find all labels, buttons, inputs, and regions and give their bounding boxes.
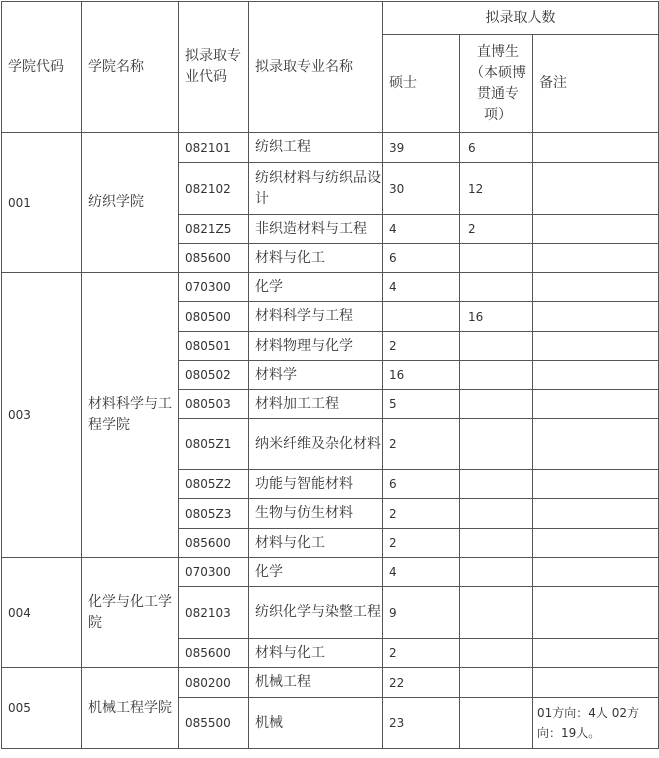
college-code-cell: 004 (2, 558, 82, 668)
header-college-name: 学院名称 (82, 2, 179, 133)
major-name-cell: 材料加工工程 (249, 390, 383, 419)
direct-phd-count-cell (460, 361, 533, 390)
direct-phd-count-cell (460, 244, 533, 273)
major-name-cell: 材料物理与化学 (249, 332, 383, 361)
master-count-cell: 22 (383, 668, 460, 698)
major-code-cell: 085600 (179, 639, 249, 668)
table-header (2, 2, 659, 133)
major-name-cell: 材料与化工 (249, 244, 383, 273)
remark-cell (533, 273, 659, 302)
master-count-cell: 39 (383, 133, 460, 163)
major-name-cell: 材料学 (249, 361, 383, 390)
major-code-cell: 080200 (179, 668, 249, 698)
remark-cell (533, 390, 659, 419)
direct-phd-count-cell (460, 273, 533, 302)
table-row (2, 133, 659, 163)
remark-cell (533, 361, 659, 390)
master-count-cell: 23 (383, 698, 460, 749)
major-name-cell: 生物与仿生材料 (249, 499, 383, 529)
direct-phd-count-cell (460, 499, 533, 529)
table-row (2, 668, 659, 698)
direct-phd-count-cell (460, 470, 533, 499)
college-code-cell: 001 (2, 133, 82, 273)
master-count-cell: 6 (383, 244, 460, 273)
master-count-cell: 9 (383, 587, 460, 639)
direct-phd-count-cell (460, 668, 533, 698)
remark-cell: 01方向：4人 02方向：19人。 (533, 698, 659, 749)
major-code-cell: 082103 (179, 587, 249, 639)
major-code-cell: 0805Z3 (179, 499, 249, 529)
major-name-cell: 机械 (249, 698, 383, 749)
master-count-cell: 2 (383, 419, 460, 470)
admission-table (1, 1, 659, 749)
major-code-cell: 080501 (179, 332, 249, 361)
direct-phd-count-cell (460, 390, 533, 419)
direct-phd-count-cell (460, 698, 533, 749)
remark-cell (533, 419, 659, 470)
direct-phd-count-cell (460, 639, 533, 668)
master-count-cell: 4 (383, 558, 460, 587)
major-code-cell: 085600 (179, 244, 249, 273)
college-code-cell: 005 (2, 668, 82, 749)
major-name-cell: 纺织工程 (249, 133, 383, 163)
direct-phd-count-cell: 16 (460, 302, 533, 332)
major-name-cell: 纺织化学与染整工程 (249, 587, 383, 639)
master-count-cell: 2 (383, 332, 460, 361)
major-name-cell: 功能与智能材料 (249, 470, 383, 499)
table-row (2, 558, 659, 587)
remark-cell (533, 587, 659, 639)
major-code-cell: 082102 (179, 163, 249, 215)
major-code-cell: 070300 (179, 273, 249, 302)
major-code-cell: 085500 (179, 698, 249, 749)
header-major-name: 拟录取专业名称 (249, 2, 383, 133)
master-count-cell: 6 (383, 470, 460, 499)
major-name-cell: 材料与化工 (249, 529, 383, 558)
remark-cell (533, 163, 659, 215)
remark-cell (533, 332, 659, 361)
remark-cell (533, 529, 659, 558)
major-code-cell: 0805Z1 (179, 419, 249, 470)
direct-phd-count-cell (460, 419, 533, 470)
major-code-cell: 082101 (179, 133, 249, 163)
major-name-cell: 机械工程 (249, 668, 383, 698)
header-college-code: 学院代码 (2, 2, 82, 133)
remark-cell (533, 133, 659, 163)
direct-phd-count-cell (460, 529, 533, 558)
master-count-cell: 2 (383, 499, 460, 529)
college-code-cell: 003 (2, 273, 82, 558)
remark-cell (533, 470, 659, 499)
major-name-cell: 材料与化工 (249, 639, 383, 668)
college-name-cell: 机械工程学院 (82, 668, 179, 749)
major-name-cell: 纳米纤维及杂化材料 (249, 419, 383, 470)
master-count-cell: 4 (383, 215, 460, 244)
major-code-cell: 080500 (179, 302, 249, 332)
major-name-cell: 化学 (249, 558, 383, 587)
college-name-cell: 纺织学院 (82, 133, 179, 273)
remark-cell (533, 215, 659, 244)
major-code-cell: 0821Z5 (179, 215, 249, 244)
major-name-cell: 非织造材料与工程 (249, 215, 383, 244)
table-body (2, 133, 659, 749)
major-name-cell: 化学 (249, 273, 383, 302)
major-code-cell: 0805Z2 (179, 470, 249, 499)
major-code-cell: 085600 (179, 529, 249, 558)
remark-cell (533, 499, 659, 529)
master-count-cell: 30 (383, 163, 460, 215)
header-remark: 备注 (533, 35, 659, 133)
major-code-cell: 080503 (179, 390, 249, 419)
master-count-cell: 5 (383, 390, 460, 419)
header-planned-count: 拟录取人数 (383, 2, 659, 35)
remark-cell (533, 558, 659, 587)
direct-phd-count-cell: 2 (460, 215, 533, 244)
college-name-cell: 材料科学与工程学院 (82, 273, 179, 558)
master-count-cell: 16 (383, 361, 460, 390)
master-count-cell: 2 (383, 639, 460, 668)
major-name-cell: 纺织材料与纺织品设计 (249, 163, 383, 215)
direct-phd-count-cell: 6 (460, 133, 533, 163)
header-direct-phd: 直博生（本硕博贯通专项） (460, 35, 533, 133)
remark-cell (533, 639, 659, 668)
master-count-cell: 4 (383, 273, 460, 302)
remark-cell (533, 244, 659, 273)
master-count-cell: 2 (383, 529, 460, 558)
college-name-cell: 化学与化工学院 (82, 558, 179, 668)
remark-cell (533, 668, 659, 698)
major-name-cell: 材料科学与工程 (249, 302, 383, 332)
major-code-cell: 070300 (179, 558, 249, 587)
table-row (2, 273, 659, 302)
major-code-cell: 080502 (179, 361, 249, 390)
direct-phd-count-cell (460, 558, 533, 587)
header-major-code: 拟录取专业代码 (179, 2, 249, 133)
remark-cell (533, 302, 659, 332)
direct-phd-count-cell (460, 587, 533, 639)
master-count-cell (383, 302, 460, 332)
direct-phd-count-cell (460, 332, 533, 361)
header-master: 硕士 (383, 35, 460, 133)
direct-phd-count-cell: 12 (460, 163, 533, 215)
